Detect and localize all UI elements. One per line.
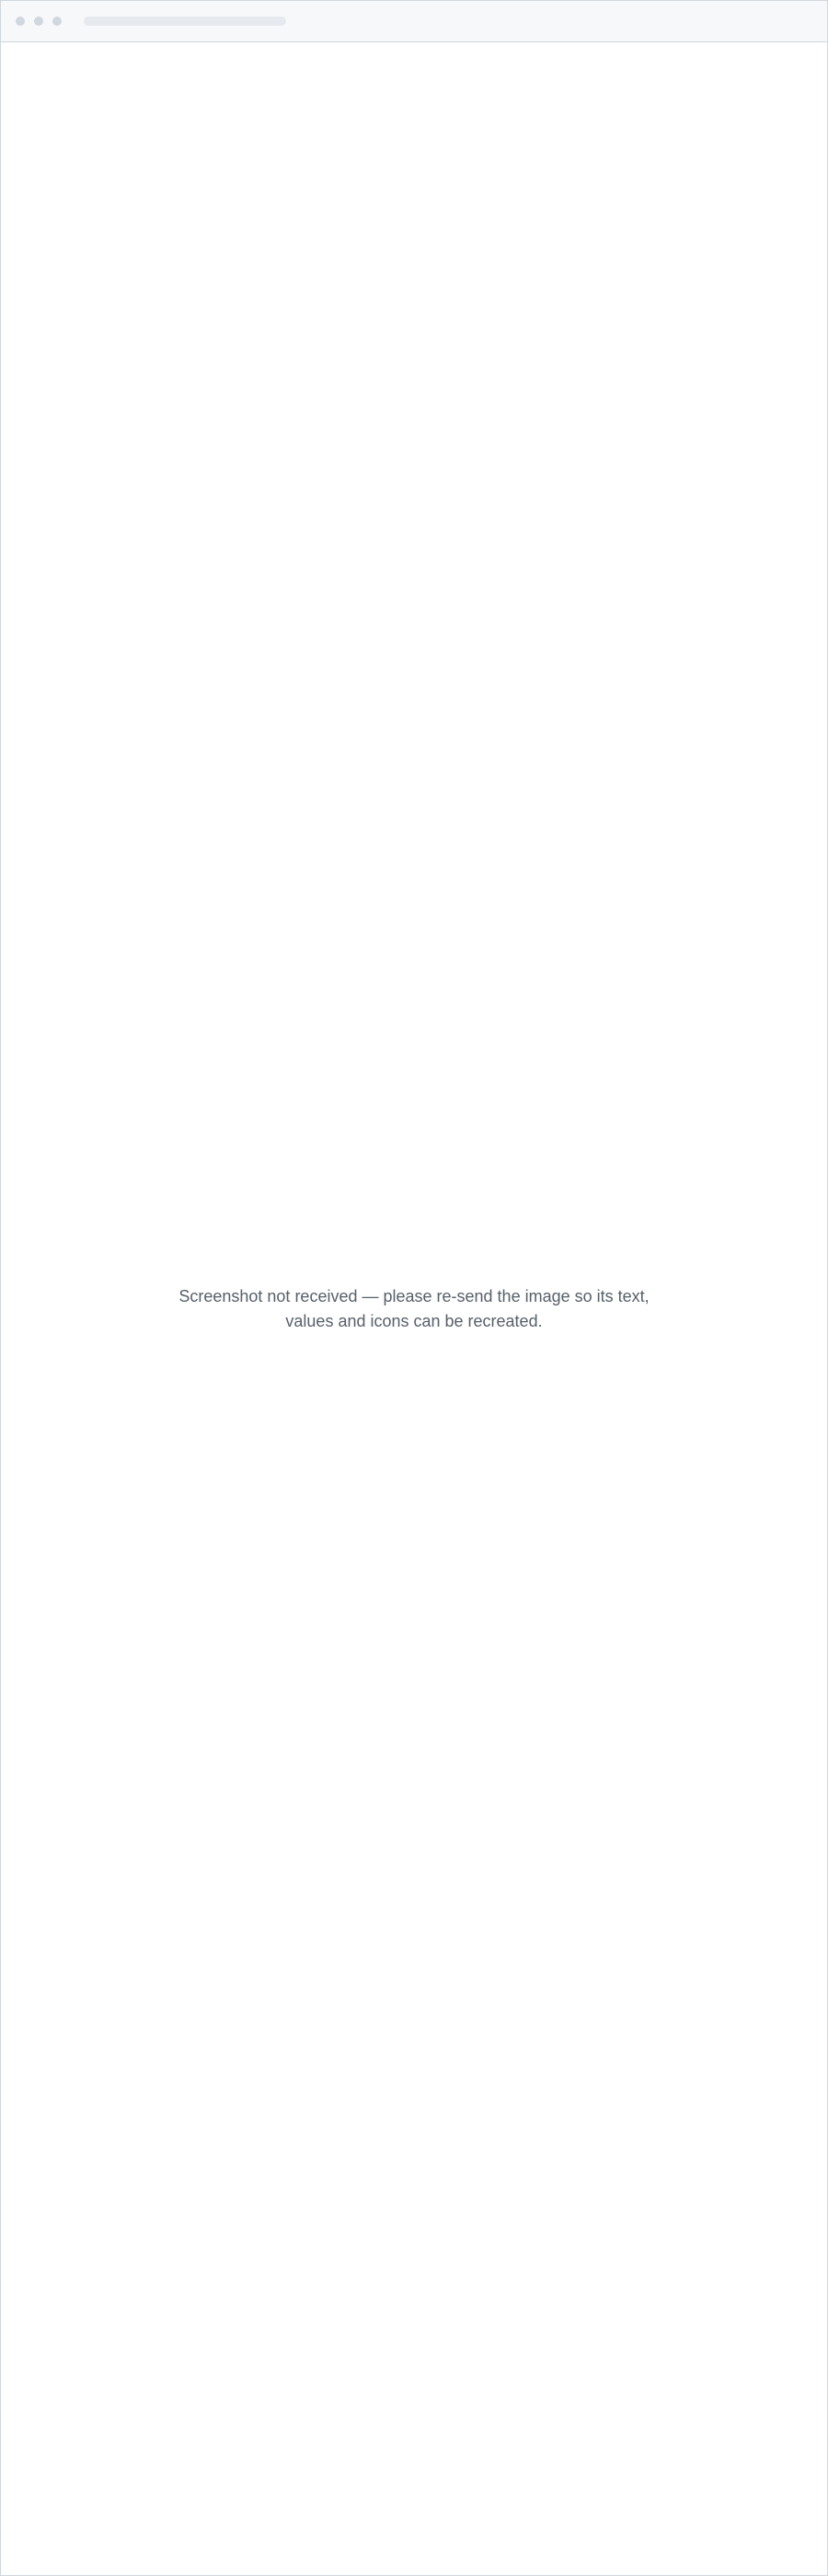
missing-image-notice: Screenshot not received — please re-send the image so its text, values and icons can be recreated. xyxy=(178,1286,650,1330)
window-control-icon xyxy=(34,17,43,26)
window-control-icon xyxy=(16,17,25,26)
title-placeholder xyxy=(84,17,286,26)
main-content xyxy=(1,42,827,2575)
title-bar xyxy=(1,1,827,42)
window-control-icon xyxy=(52,17,62,26)
